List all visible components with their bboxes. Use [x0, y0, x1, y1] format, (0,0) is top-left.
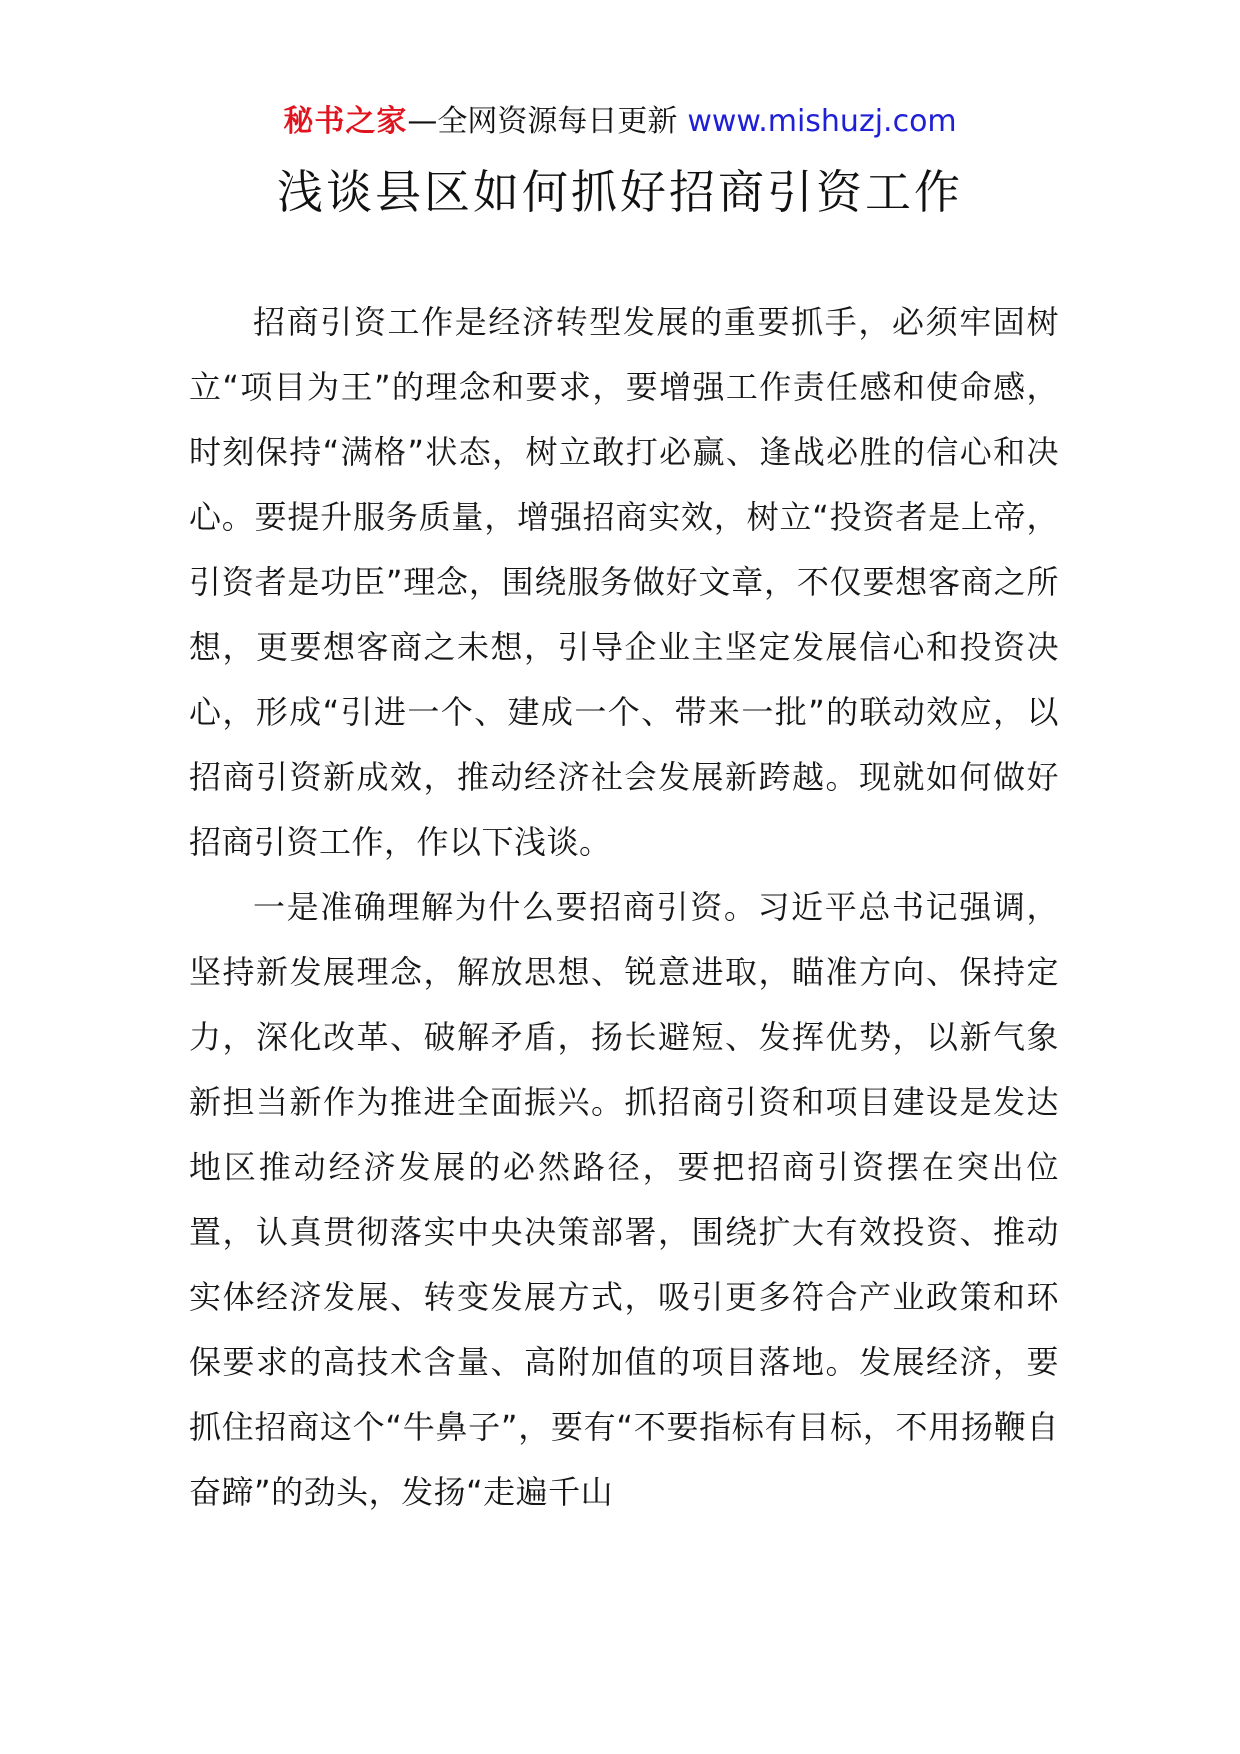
document-title: 浅谈县区如何抓好招商引资工作 [277, 165, 963, 219]
site-tagline: —全网资源每日更新 [407, 104, 678, 139]
paragraph-intro: 招商引资工作是经济转型发展的重要抓手，必须牢固树立“项目为王”的理念和要求，要增强工作责任感和使命感，时刻保持“满格”状态，树立敢打必赢、逢战必胜的信心和决心。要提升服务质量，增强招商实效，树立“投资者是上帝，引资者是功臣”理念，围绕服务做好文章，不仅要想客商之所想，更要想客商之未想，引导企业主坚定发展信心和投资决心，形成“引进一个、建成一个、带来一批”的联动效应，以招商引资新成效，推动经济社会发展新跨越。现就如何做好招商引资工作，作以下浅谈。 [189, 303, 1059, 861]
paragraph-section-one: 一是准确理解为什么要招商引资。习近平总书记强调，坚持新发展理念，解放思想、锐意进取，瞄准方向、保持定力，深化改革、破解矛盾，扬长避短、发挥优势，以新气象新担当新作为推进全面振兴。抓招商引资和项目建设是发达地区推动经济发展的必然路径，要把招商引资摆在突出位置，认真贯彻落实中央决策部署，围绕扩大有效投资、推动实体经济发展、转变发展方式，吸引更多符合产业政策和环保要求的高技术含量、高附加值的项目落地。发展经济，要抓住招商这个“牛鼻子”，要有“不要指标有目标，不用扬鞭自奋蹄”的劲头，发扬“走遍千山 [189, 888, 1059, 1511]
site-url-link[interactable]: www.mishuzj.com [687, 104, 957, 139]
brand-name: 秘书之家 [283, 104, 408, 139]
document-body [189, 290, 1059, 1525]
site-header [0, 100, 1240, 144]
